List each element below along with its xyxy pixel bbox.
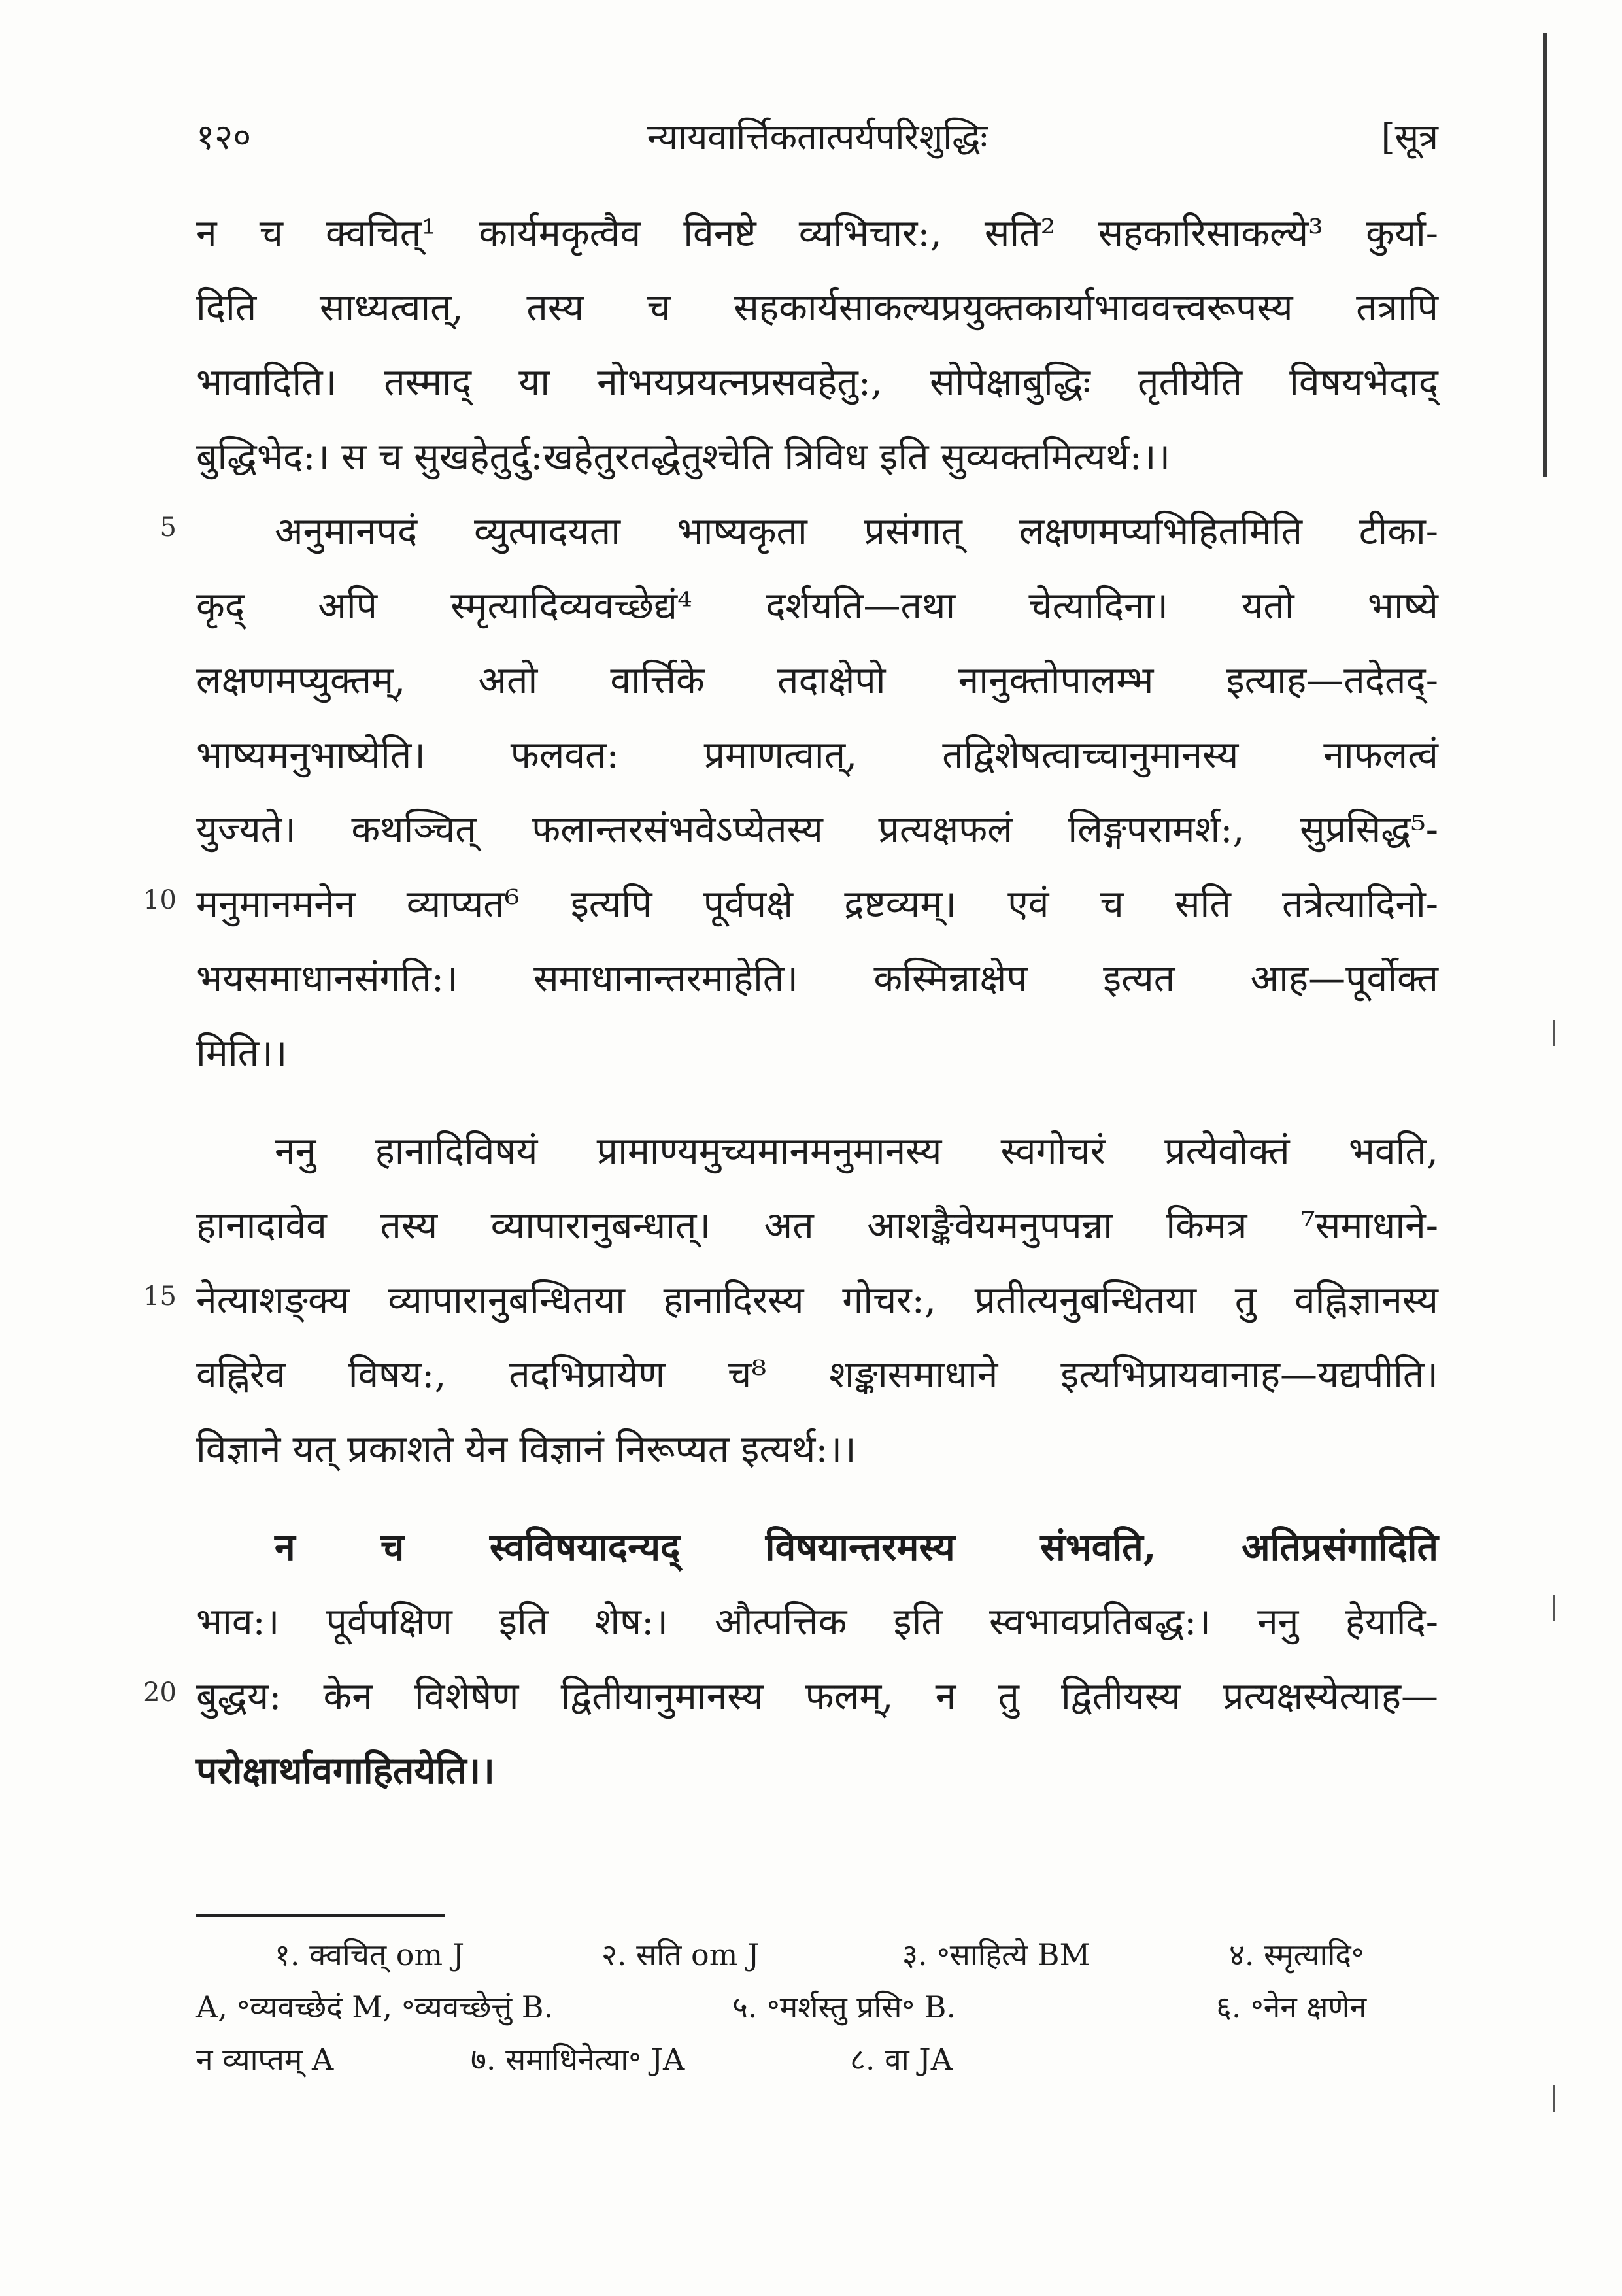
footnote: ८. वा JA	[850, 2042, 953, 2077]
text-line: नेत्याशङ्क्य व्यापारानुबन्धितया हानादिरस्य गोचर:, प्रतीत्यनुबन्धितया तु वह्निज्ञानस्य	[196, 1279, 1438, 1322]
text-line: मनुमानमनेन व्याप्यत⁶ इत्यपि पूर्वपक्षे द्रष्टव्यम्। एवं च सति तत्रेत्यादिनो-	[196, 883, 1438, 926]
line-number: 10	[143, 885, 177, 915]
section-label: [सूत्र	[1381, 116, 1438, 158]
text-line: न च स्वविषयादन्यद् विषयान्तरमस्य संभवति, अतिप्रसंगादिति	[275, 1525, 1438, 1569]
text-line: ननु हानादिविषयं प्रामाण्यमुच्यमानमनुमानस्य स्वगोचरं प्रत्येवोक्तं भवति,	[275, 1130, 1438, 1173]
text-line: भाव:। पूर्वपक्षिण इति शेष:। औत्पत्तिक इति स्वभावप्रतिबद्ध:। ननु हेयादि-	[196, 1600, 1438, 1644]
text-line: भयसमाधानसंगति:। समाधानान्तरमाहेति। कस्मिन्नाक्षेप इत्यत आह—पूर्वोक्त	[196, 957, 1438, 1000]
text-line: वह्निरेव विषय:, तदभिप्रायेण च⁸ शङ्कासमाधाने इत्यभिप्रायवानाह—यद्यपीति।	[196, 1353, 1438, 1396]
running-title: न्यायवार्त्तिकतात्पर्यपरिशुद्धिः	[647, 116, 988, 158]
text-line: दिति साध्यत्वात्, तस्य च सहकार्यसाकल्यप्रयुक्तकार्याभाववत्त्वरूपस्य तत्रापि	[196, 286, 1438, 329]
line-number: 20	[143, 1678, 177, 1708]
main-text	[143, 196, 1438, 1808]
footnote: न व्याप्तम् A	[196, 2042, 334, 2077]
text-line: कृद् अपि स्मृत्यादिव्यवच्छेद्यं⁴ दर्शयति—तथा चेत्यादिना। यतो भाष्ये	[196, 584, 1438, 628]
scan-edge-mark	[1553, 1020, 1555, 1046]
footnote: ४. स्मृत्यादि॰	[1229, 1937, 1364, 1972]
text-line: हानादावेव तस्य व्यापारानुबन्धात्। अत आशङ्कैवेयमनुपपन्ना किमत्र ⁷समाधाने-	[196, 1204, 1438, 1247]
text-line: युज्यते। कथञ्चित् फलान्तरसंभवेऽप्येतस्य प्रत्यक्षफलं लिङ्गपरामर्श:, सुप्रसिद्ध⁵-	[196, 808, 1438, 851]
page-header	[196, 111, 1438, 163]
text-line: भाष्यमनुभाष्येति। फलवत: प्रमाणत्वात्, तद्विशेषत्वाच्चानुमानस्य नाफलत्वं	[196, 734, 1438, 777]
footnote: २. सति om J	[601, 1937, 760, 1972]
text-line: लक्षणमप्युक्तम्, अतो वार्त्तिके तदाक्षेपो नानुक्तोपालम्भ इत्याह—तदेतद्-	[196, 659, 1438, 702]
text-line: न च क्वचित्¹ कार्यमकृत्वैव विनष्टे व्यभिचार:, सति² सहकारिसाकल्ये³ कुर्या-	[196, 212, 1438, 255]
footnote: १. क्वचित् om J	[275, 1937, 465, 1972]
footnotes	[196, 1929, 1438, 2085]
scan-edge-mark	[1553, 2085, 1555, 2112]
text-line: विज्ञाने यत् प्रकाशते येन विज्ञानं निरूप्यत इत्यर्थ:।।	[196, 1428, 856, 1471]
text-line: मिति।।	[196, 1032, 288, 1075]
footnote-rule	[196, 1914, 445, 1917]
text-line: बुद्धय: केन विशेषेण द्वितीयानुमानस्य फलम्, न तु द्वितीयस्य प्रत्यक्षस्येत्याह—	[196, 1675, 1438, 1718]
text-line: बुद्धिभेद:। स च सुखहेतुर्दु:खहेतुरतद्धेतुश्चेति त्रिविध इति सुव्यक्तमित्यर्थ:।।	[196, 435, 1171, 479]
text-line: भावादिति। तस्माद् या नोभयप्रयत्नप्रसवहेतु:, सोपेक्षाबुद्धिः तृतीयेति विषयभेदाद्	[196, 361, 1438, 404]
page-number: १२०	[196, 116, 252, 158]
text-line: अनुमानपदं व्युत्पादयता भाष्यकृता प्रसंगात् लक्षणमप्यभिहितमिति टीका-	[275, 510, 1438, 553]
scan-edge-mark	[1553, 1595, 1555, 1621]
footnote: ३. ॰साहित्ये BM	[902, 1937, 1090, 1972]
footnote: ५. ॰मर्शस्तु प्रसि॰ B.	[732, 1989, 956, 2025]
scan-edge-shadow	[1543, 33, 1547, 477]
line-number: 15	[143, 1281, 177, 1311]
footnote: A, ॰व्यवच्छेदं M, ॰व्यवच्छेत्तुं B.	[196, 1989, 554, 2025]
footnote: ७. समाधिनेत्या॰ JA	[471, 2042, 685, 2077]
line-number: 5	[160, 513, 177, 543]
text-line: परोक्षार्थावगाहितयेति।।	[196, 1749, 495, 1793]
footnote: ६. ॰नेन क्षणेन	[1216, 1989, 1367, 2025]
